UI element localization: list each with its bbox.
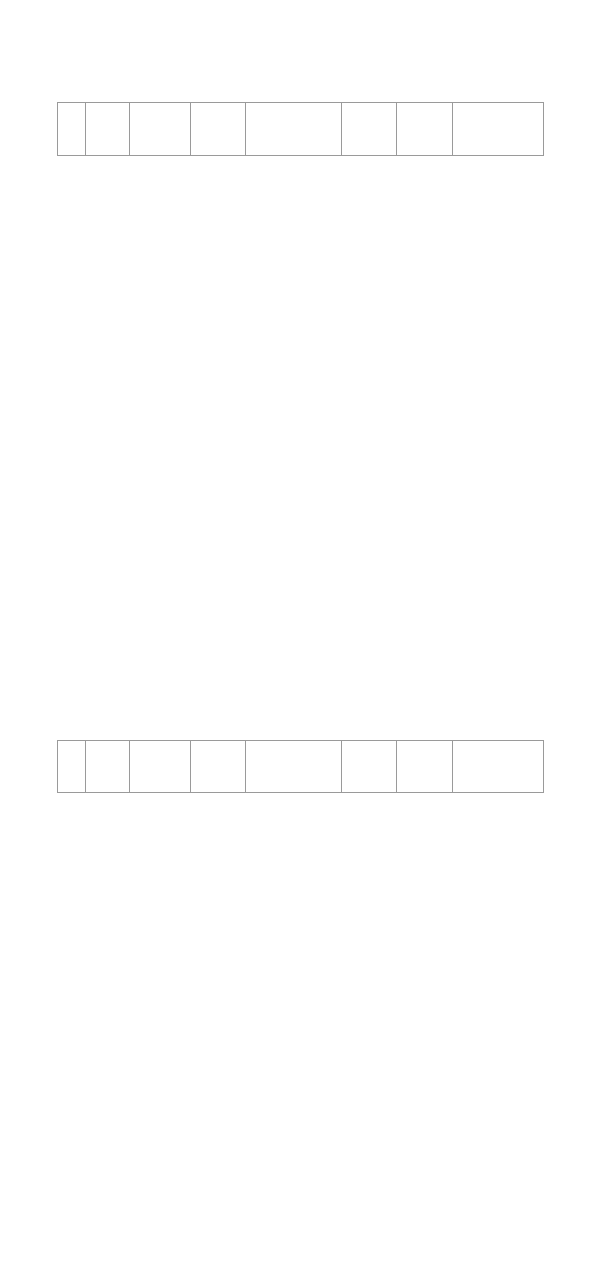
materials-table-bottom (57, 740, 544, 793)
header-subject (130, 103, 191, 156)
table-header-row (58, 103, 544, 156)
header-seq (58, 103, 86, 156)
header-publisher (342, 741, 397, 793)
table-header-row (58, 741, 544, 793)
header-grade (86, 103, 130, 156)
header-price (397, 741, 453, 793)
header-textbook-edition (191, 741, 246, 793)
header-material-name (246, 741, 342, 793)
header-grade (86, 741, 130, 793)
header-fee-basis (453, 103, 544, 156)
header-remarks (453, 741, 544, 793)
header-seq (58, 741, 86, 793)
header-material-name (246, 103, 342, 156)
header-publisher (342, 103, 397, 156)
header-subject (130, 741, 191, 793)
header-price (397, 103, 453, 156)
materials-table-top (57, 102, 544, 156)
header-textbook-edition (191, 103, 246, 156)
